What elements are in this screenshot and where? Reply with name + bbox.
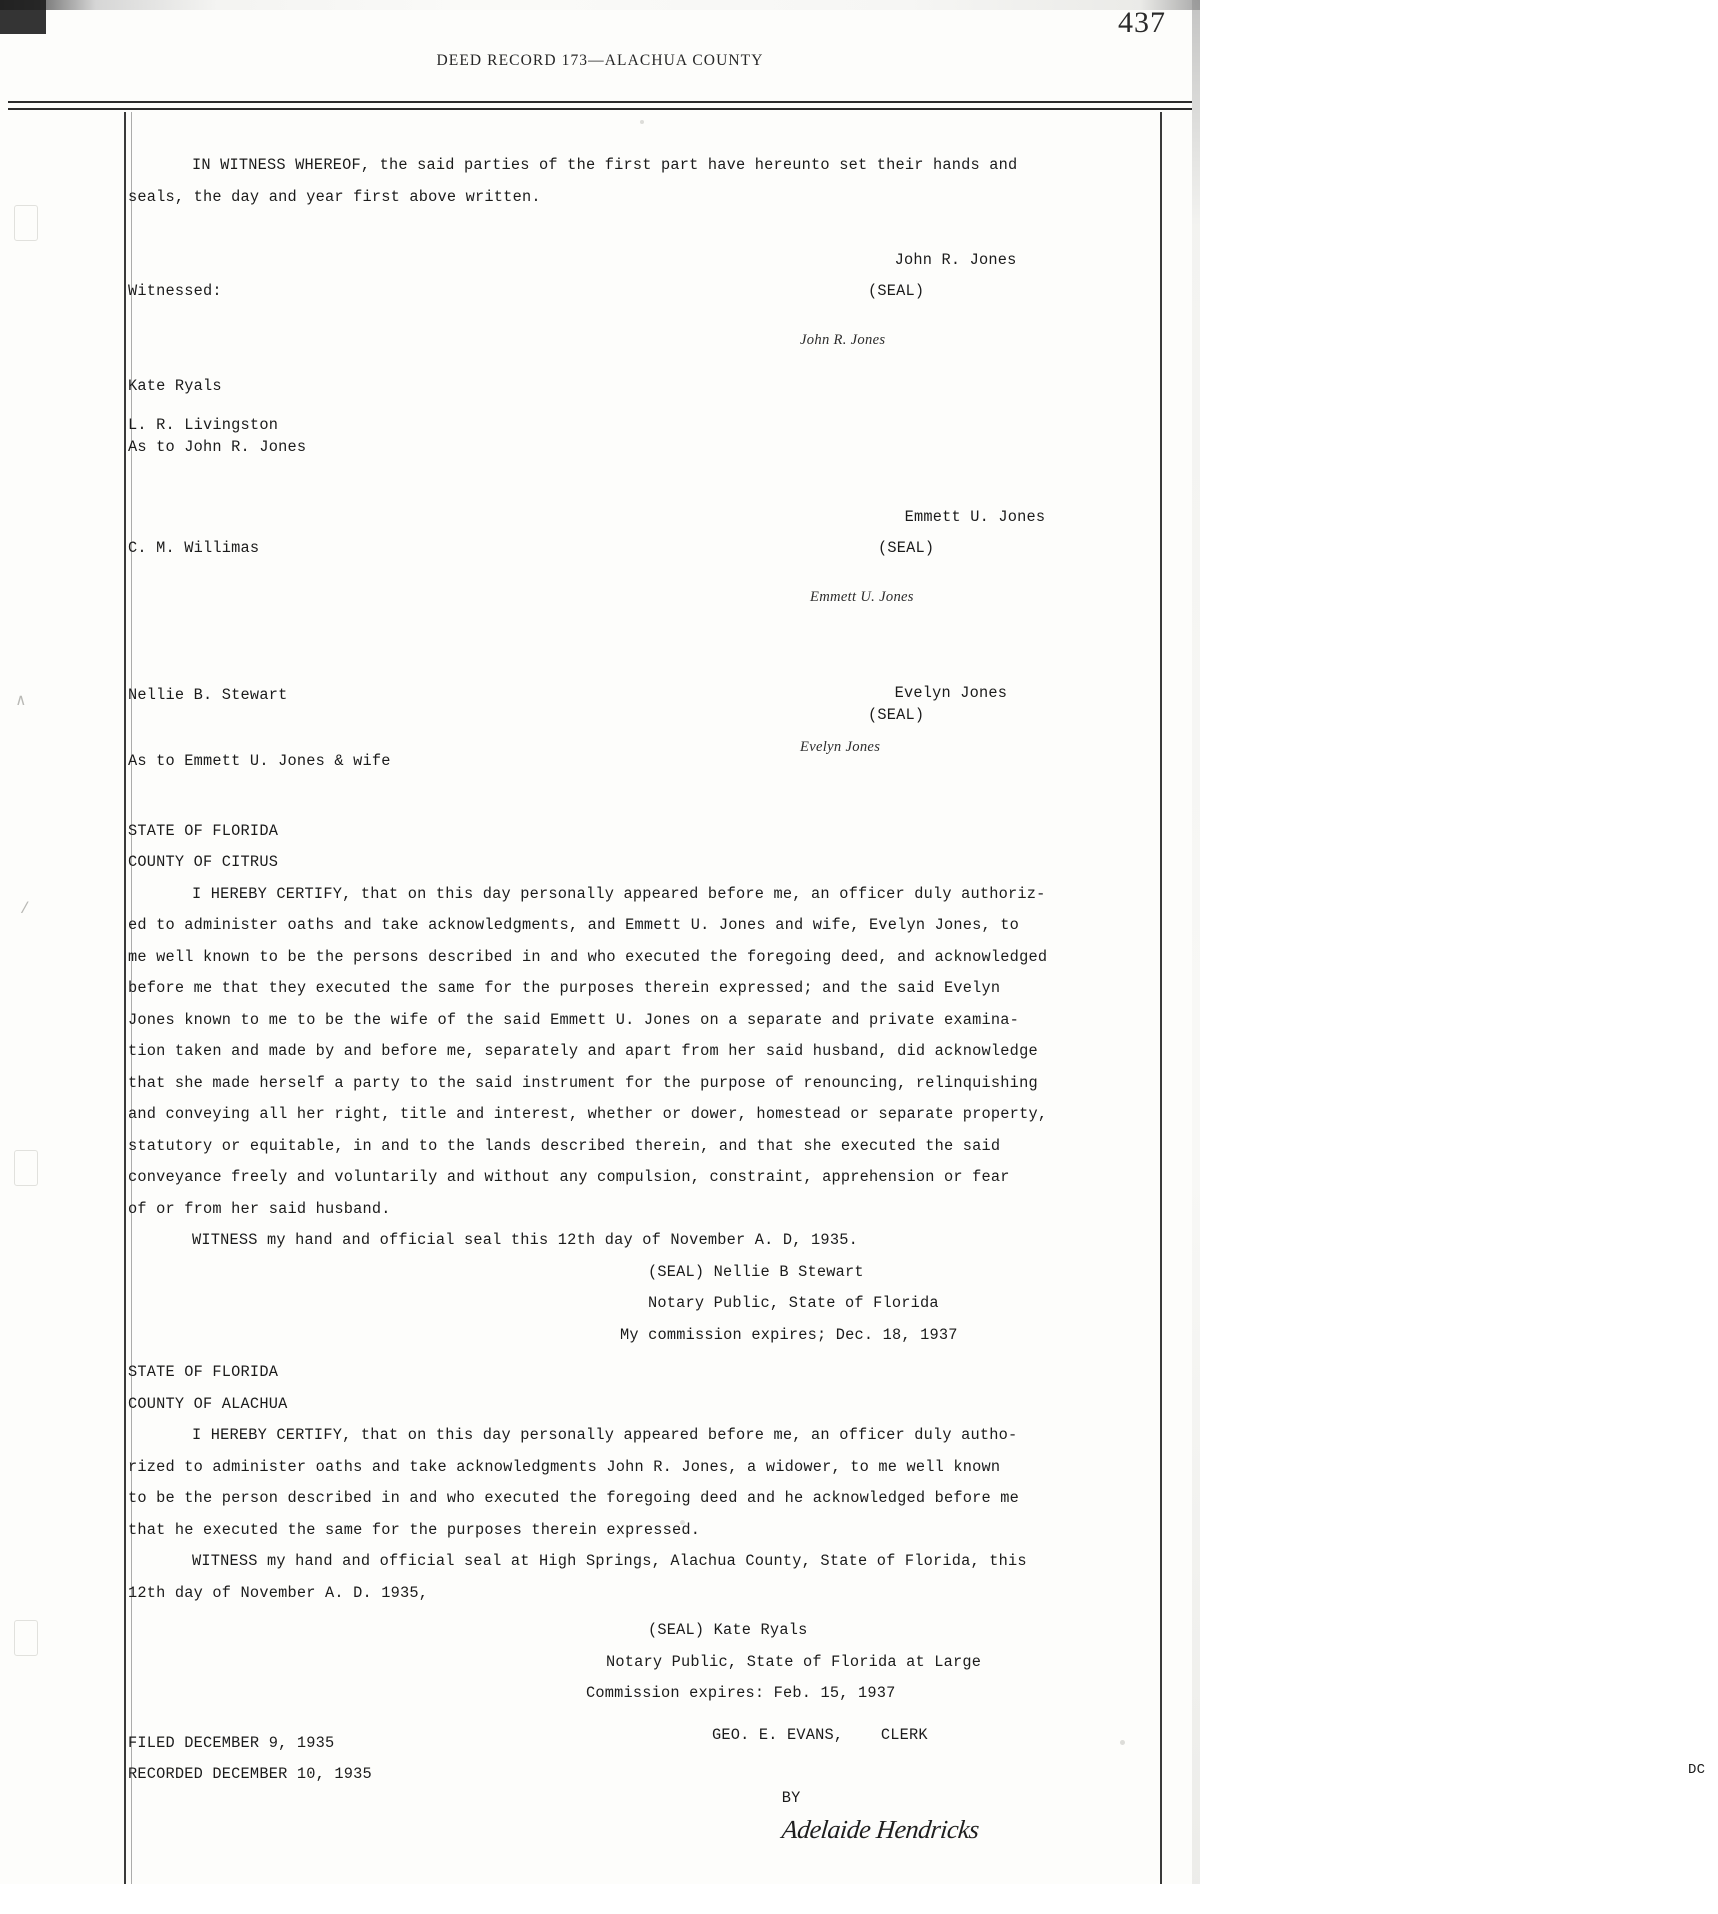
notary-block-alachua [128, 1615, 1158, 1710]
witness-as-to-john: As to John R. Jones [128, 438, 307, 456]
page-number: 437 [1118, 6, 1166, 39]
deputy-clerk-label: DC [1688, 1762, 1706, 1778]
notary-alachua-seal-name: (SEAL) Kate Ryals [648, 1621, 808, 1639]
clerk-block [128, 1720, 1718, 1914]
witness-clause-line-1: IN WITNESS WHEREOF, the said parties of the first part have hereunto set their hands and [192, 156, 1018, 174]
acknowledgment-citrus [128, 816, 1158, 1257]
filing-and-clerk [128, 1725, 1706, 1844]
margin-artifact: / [20, 900, 30, 918]
ack-alachua-county: COUNTY OF ALACHUA [128, 1394, 288, 1413]
document-body [128, 150, 1706, 1844]
ack-alachua-line-2: rized to administer oaths and take acknowledgments John R. Jones, a widower, to me well known [128, 1457, 1001, 1476]
ack-alachua-line-1: I HEREBY CERTIFY, that on this day personally appeared before me, an officer duly autho- [192, 1426, 1018, 1444]
ack-citrus-line-2: ed to administer oaths and take acknowledgments, and Emmett U. Jones and wife, Evelyn Jones, to [128, 916, 1020, 934]
signature-handwritten-emmett: Emmett U. Jones [810, 589, 914, 605]
ack-citrus-county: COUNTY OF CITRUS [128, 853, 279, 871]
header-rule-upper [8, 101, 1192, 103]
witness-clause [128, 150, 1158, 213]
witness-pair-livingston [128, 414, 1158, 458]
filed-date: FILED DECEMBER 9, 1935 [128, 1733, 335, 1752]
signature-typed-emmett: Emmett U. Jones [904, 507, 1046, 526]
notary-citrus-title: Notary Public, State of Florida [648, 1294, 939, 1312]
witness-name-livingston: L. R. Livingston [128, 416, 279, 434]
signature-row-emmett [128, 470, 1158, 628]
witness-name-kate-ryals: Kate Ryals [128, 376, 222, 395]
clerk-name-title: GEO. E. EVANS, CLERK [712, 1725, 928, 1744]
clerk-signature: Adelaide Hendricks [780, 1815, 981, 1844]
signature-handwritten-evelyn: Evelyn Jones [800, 738, 881, 755]
seal-label-evelyn: (SEAL) [868, 705, 925, 724]
ack-citrus-line-1: I HEREBY CERTIFY, that on this day personally appeared before me, an officer duly authoriz- [192, 884, 1046, 903]
signature-typed-john: John R. Jones [894, 250, 1017, 269]
header-rule-lower [8, 108, 1192, 110]
witness-as-to-emmett: As to Emmett U. Jones & wife [128, 751, 391, 770]
seal-label-john: (SEAL) [868, 282, 925, 300]
page-frame-right [1160, 112, 1162, 1884]
ack-citrus-line-4: before me that they executed the same for the purposes therein expressed; and the said Evelyn [128, 979, 1001, 997]
witness-clause-line-2: seals, the day and year first above written. [128, 187, 541, 206]
signature-typed-evelyn: Evelyn Jones [894, 683, 1008, 702]
witnessed-heading: Witnessed: [128, 282, 222, 300]
page-frame-left [124, 112, 126, 1884]
ack-citrus-state: STATE OF FLORIDA [128, 821, 279, 840]
ack-citrus-line-9: statutory or equitable, in and to the lands described therein, and that she executed the said [128, 1136, 1001, 1155]
ack-citrus-line-5: Jones known to me to be the wife of the said Emmett U. Jones on a separate and private examina- [128, 1010, 1020, 1029]
running-head: DEED RECORD 173—ALACHUA COUNTY [436, 52, 764, 69]
ack-citrus-line-3: me well known to be the persons described in and who executed the foregoing deed, and acknowledged [128, 947, 1048, 966]
margin-artifact: ∧ [16, 692, 26, 710]
ack-alachua-state: STATE OF FLORIDA [128, 1363, 279, 1381]
notary-block-citrus [128, 1257, 1158, 1352]
ack-alachua-witness-line-2: 12th day of November A. D. 1935, [128, 1583, 429, 1602]
ack-citrus-line-8: and conveying all her right, title and interest, whether or dower, homestead or separate property, [128, 1105, 1048, 1123]
margin-artifact [14, 1150, 38, 1186]
recorded-date: RECORDED DECEMBER 10, 1935 [128, 1765, 372, 1783]
scan-edge-right [1192, 0, 1200, 1884]
clerk-by-label: BY [781, 1788, 801, 1807]
ack-citrus-line-10: conveyance freely and voluntarily and without any compulsion, constraint, apprehension or fear [128, 1168, 1010, 1186]
signature-section [128, 213, 1158, 816]
seal-label-emmett: (SEAL) [878, 539, 935, 557]
acknowledgment-alachua [128, 1357, 1158, 1609]
witness-name-stewart: Nellie B. Stewart [128, 685, 288, 704]
scan-speck [640, 120, 644, 124]
ack-alachua-line-3: to be the person described in and who executed the foregoing deed and he acknowledged before me [128, 1489, 1020, 1507]
scan-edge-top [0, 0, 1200, 10]
signature-row-evelyn [128, 640, 1158, 816]
ack-alachua-line-4: that he executed the same for the purposes therein expressed. [128, 1520, 701, 1539]
scan-edge-corner [0, 0, 46, 34]
margin-artifact [14, 1620, 38, 1656]
margin-artifact [14, 205, 38, 241]
signature-handwritten-john: John R. Jones [800, 332, 886, 348]
notary-citrus-commission: My commission expires; Dec. 18, 1937 [620, 1325, 958, 1344]
signature-row-john [128, 213, 1158, 371]
witness-name-willimas: C. M. Willimas [128, 539, 260, 557]
ack-citrus-line-11: of or from her said husband. [128, 1199, 391, 1218]
ack-citrus-witness-line: WITNESS my hand and official seal this 12th day of November A. D, 1935. [192, 1231, 858, 1249]
ack-citrus-line-7: that she made herself a party to the said instrument for the purpose of renouncing, relinquishing [128, 1073, 1038, 1092]
notary-citrus-seal-name: (SEAL) Nellie B Stewart [648, 1262, 864, 1281]
ack-citrus-line-6: tion taken and made by and before me, separately and apart from her said husband, did acknowledge [128, 1042, 1038, 1060]
notary-alachua-title: Notary Public, State of Florida at Large [606, 1652, 982, 1671]
notary-alachua-commission: Commission expires: Feb. 15, 1937 [586, 1684, 896, 1702]
ack-alachua-witness-line-1: WITNESS my hand and official seal at High Springs, Alachua County, State of Florida, this [192, 1552, 1027, 1570]
